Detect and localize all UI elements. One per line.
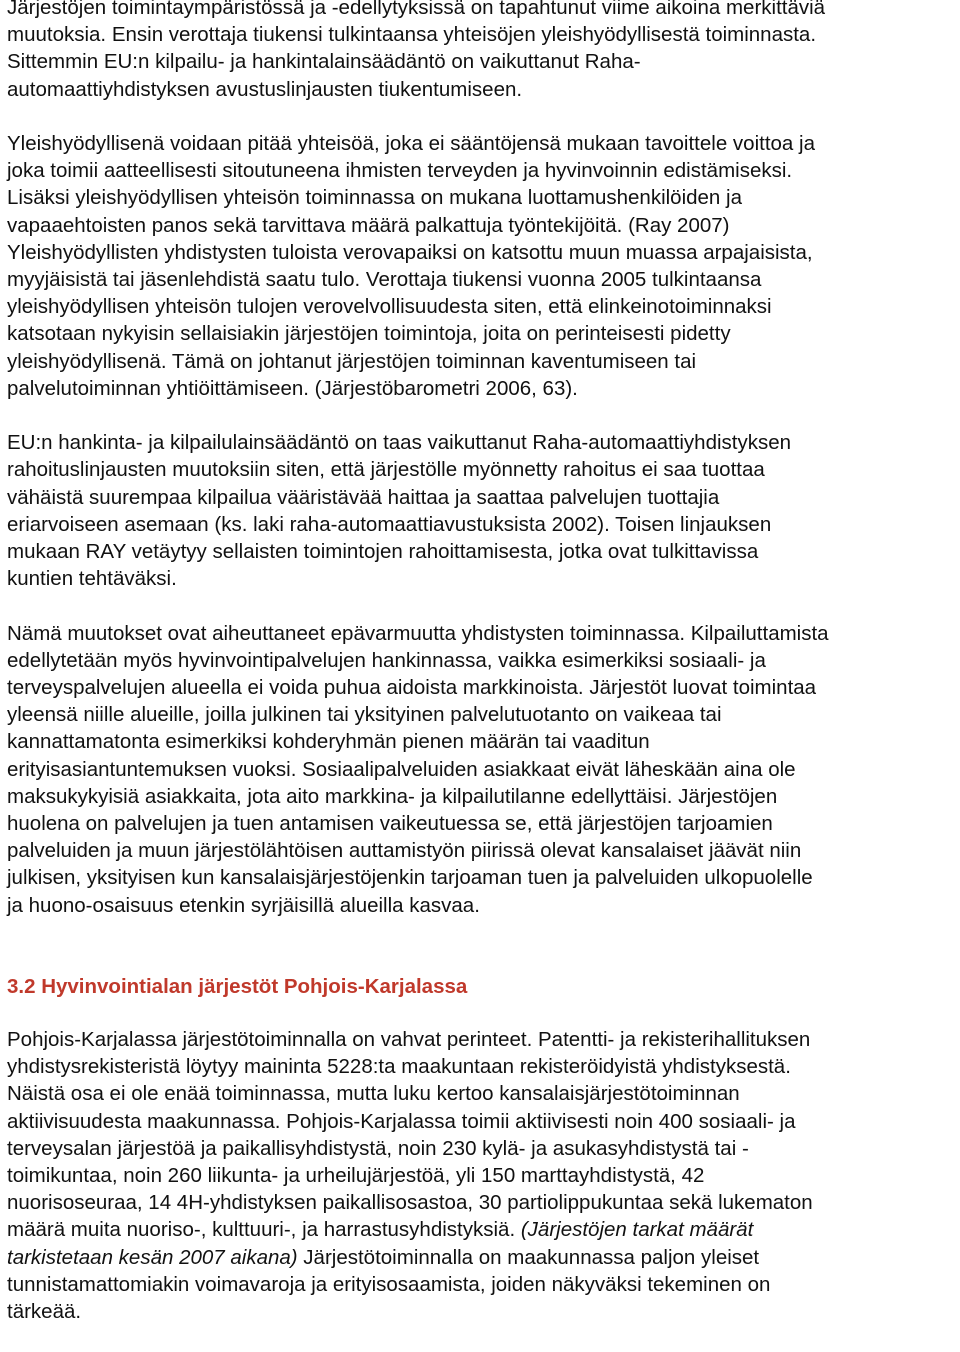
paragraph-5-end: Järjestötoiminnalla on maakunnassa paljon yleiset tunnistamattomiakin voimavaroja ja erityisosaamista, joiden näkyväksi tekeminen on tärkeää. (7, 1245, 771, 1324)
paragraph-5-italic-note: (Järjestöjen tarkat määrät tarkistetaan kesän 2007 aikana) (7, 1218, 754, 1269)
paragraph-4: Nämä muutokset ovat aiheuttaneet epävarmuutta yhdistysten toiminnassa. Kilpailuttamista edellytetään myös hyvinvointipalvelujen hankinnassa, vaikka esimerkiksi sosiaali- ja terveyspalvelujen alueella ei voida puhua aidoista markkinoista. Järjestöt luovat toimintaa yleensä niille alueille, joilla julkinen tai yksityinen palvelutuotanto on vaikeaa tai kannattamatonta esimerkiksi kohderyhmän pienen määrän tai vaaditun erityisasiantuntemuksen vuoksi. Sosiaalipalveluiden asiakkaat eivät läheskään aina ole maksukykyisiä asiakkaita, jota aito markkina- ja kilpailutilanne edellyttäisi. Järjestöjen huolena on palvelujen ja tuen antamisen vaikeutuessa se, että järjestöjen tarjoamien palveluiden ja muun järjestölähtöisen auttamistyön piirissä olevat kansalaiset jäävät niin julkisen, yksityisen kun kansalaisjärjestöjenkin tarjoaman tuen ja palveluiden ulkopuolelle ja huono-osaisuus etenkin syrjäisillä alueilla kasvaa. (7, 621, 829, 917)
section-heading: 3.2 Hyvinvointialan järjestöt Pohjois-Karjalassa (7, 974, 468, 998)
paragraph-5-start: Pohjois-Karjalassa järjestötoiminnalla on vahvat perinteet. Patentti- ja rekisterihallituksen yhdistysrekisteristä löytyy maininta 5228:ta maakuntaan rekisteröidyistä yhdistyksestä. Näistä osa ei ole enää toiminnassa, mutta luku kertoo kansalaisjärjestötoiminnan aktiivisuudesta maakunnassa. Pohjois-Karjalassa toimii aktiivisesti noin 400 sosiaali- ja terveysalan järjestöä ja paikallisyhdistystä, noin 230 kylä- ja asukasyhdistystä tai - toimikuntaa, noin 260 liikunta- ja urheilujärjestöä, yli 150 marttayhdistystä, 42 nuorisoseuraa, 14 4H-yhdistyksen paikallisosastoa, 30 partiolippukuntaa sekä lukematon määrä muita nuoriso-, kulttuuri-, ja harrastusyhdistyksiä. (7, 1028, 813, 1242)
paragraph-2: Yleishyödyllisenä voidaan pitää yhteisöä, joka ei sääntöjensä mukaan tavoittele voittoa ja joka toimii aatteellisesti sitoutuneena ihmisten terveyden ja hyvinvoinnin edistämiseksi. Lisäksi yleishyödyllisen yhteisön toiminnassa on mukana luottamushenkilöiden ja vapaaehtoisten panos sekä tarvittava määrä palkattuja työntekijöitä. (Ray 2007) Yleishyödyllisten yhdistysten tuloista verovapaiksi on katsottu muun muassa arpajaisista, myyjäisistä tai jäsenlehdistä saatu tulo. Verottaja tiukensi vuonna 2005 tulkintaansa yleishyödyllisen yhteisön tulojen verovelvollisuudesta siten, että elinkeinotoiminnaksi katsotaan nykyisin sellaisiakin järjestöjen toimintoja, joita on perinteisesti pidetty yleishyödyllisenä. Tämä on johtanut järjestöjen toiminnan kaventumiseen tai palvelutoiminnan yhtiöittämiseen. (Järjestöbarometri 2006, 63). (7, 132, 815, 400)
paragraph-1: Järjestöjen toimintaympäristössä ja -edellytyksissä on tapahtunut viime aikoina merkittäviä muutoksia. Ensin verottaja tiukensi tulkintaansa yhteisöjen yleishyödyllisestä toiminnasta. Sittemmin EU:n kilpailu- ja hankintalainsäädäntö on vaikuttanut Raha- automaattiyhdistyksen avustuslinjausten tiukentumiseen. (7, 0, 826, 101)
paragraph-3: EU:n hankinta- ja kilpailulainsäädäntö on taas vaikuttanut Raha-automaattiyhdistyksen rahoituslinjausten muutoksiin siten, että järjestölle myönnetty rahoitus ei saa tuottaa vähäistä suurempaa kilpailua vääristävää haittaa ja saattaa palvelujen tuottajia eriarvoiseen asemaan (ks. laki raha-automaattiavustuksista 2002). Toisen linjauksen mukaan RAY vetäytyy sellaisten toimintojen rahoittamisesta, jotka ovat tulkittavissa kuntien tehtäväksi. (7, 431, 792, 591)
paragraph-5 (7, 1026, 955, 1325)
document-page (7, 0, 955, 1352)
